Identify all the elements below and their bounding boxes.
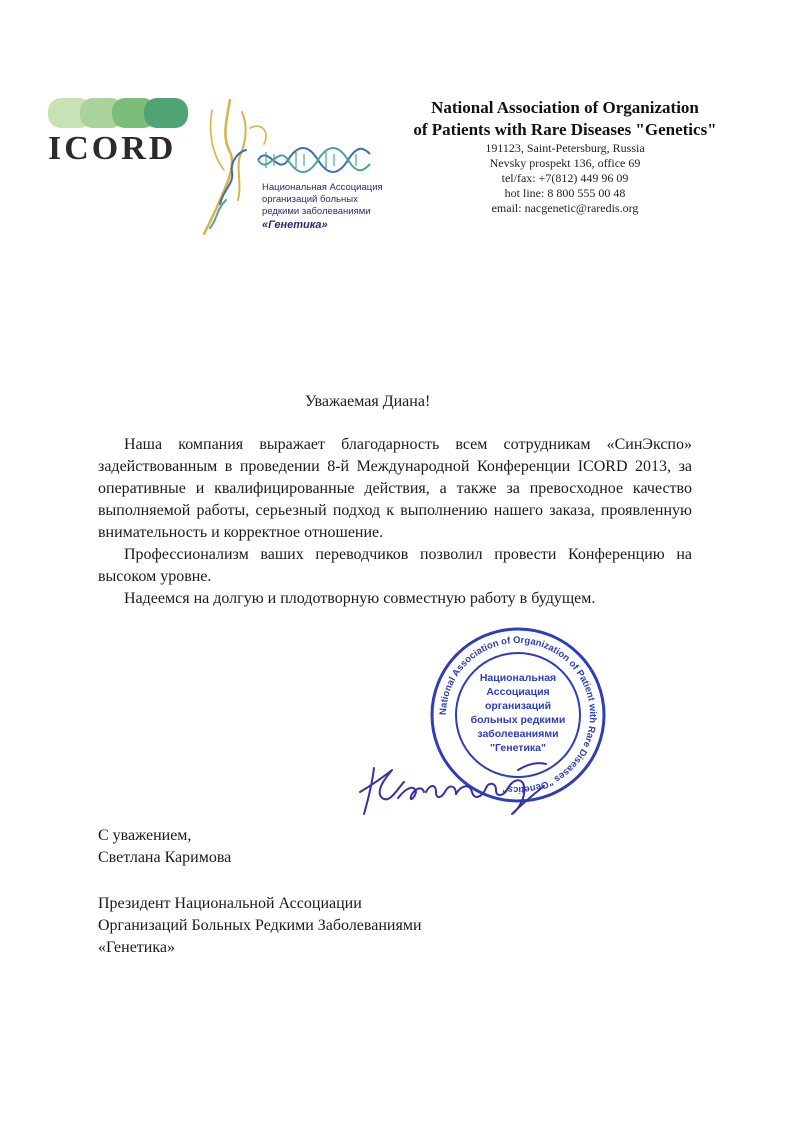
org-name-line: Национальная Ассоциация bbox=[262, 182, 383, 193]
signatory-title bbox=[98, 893, 422, 959]
logo-pills bbox=[48, 98, 188, 128]
signatory-title-line: «Генетика» bbox=[98, 939, 175, 956]
body-paragraph: Надеемся на долгую и плодотворную совместную работу в будущем. bbox=[124, 590, 596, 607]
header-email: email: nacgenetic@raredis.org bbox=[491, 201, 639, 215]
signatory-name: Светлана Каримова bbox=[98, 849, 232, 866]
stamp-center-line: Ассоциация bbox=[486, 686, 550, 698]
icord-logo bbox=[48, 98, 188, 168]
figure-icon bbox=[204, 100, 266, 234]
signature-stroke bbox=[398, 788, 424, 799]
logo-text: ICORD bbox=[48, 130, 177, 167]
dna-strand bbox=[258, 148, 370, 172]
figure-outline bbox=[238, 112, 246, 200]
stamp-center-line: "Генетика" bbox=[490, 742, 546, 754]
dna-strand bbox=[258, 148, 370, 172]
signature-stroke bbox=[360, 770, 404, 799]
letter-body bbox=[98, 434, 692, 610]
header-street: Nevsky prospekt 136, office 69 bbox=[489, 156, 641, 170]
header-telfax: tel/fax: +7(812) 449 96 09 bbox=[501, 171, 629, 185]
stamp-center-line: заболеваниями bbox=[477, 728, 559, 740]
signature-stroke bbox=[426, 786, 456, 797]
org-name-line: редкими заболеваниями bbox=[262, 206, 371, 217]
body-paragraph: Профессионализм ваших переводчиков позволил провести Конференцию на высоком уровне. bbox=[98, 546, 692, 585]
logo-pill bbox=[144, 98, 188, 128]
header-address: 191123, Saint-Petersburg, Russia bbox=[485, 141, 645, 155]
dna-rungs bbox=[266, 152, 356, 168]
signatory-title-line: Организаций Больных Редкими Заболеваниями bbox=[98, 917, 422, 934]
letterhead-header bbox=[380, 97, 750, 216]
signature-stroke bbox=[508, 780, 544, 814]
stamp-center-line: больных редкими bbox=[470, 714, 566, 726]
figure-wing bbox=[250, 126, 266, 144]
handwritten-signature bbox=[352, 748, 552, 828]
dna-helix-icon bbox=[258, 148, 370, 172]
salutation: Уважаемая Диана! bbox=[305, 393, 431, 410]
body-paragraph: Наша компания выражает благодарность всем сотрудникам «СинЭкспо» задействованным в проведении 8-й Международной Конференции ICORD 2013, за оперативные и квалифицированные действия, а также за превосходное качество выполняемой работы, серьезный подход к выполнению нашего заказа, проявленную внимательность и корректное отношение. bbox=[98, 436, 692, 541]
header-title-line: of Patients with Rare Diseases "Genetics" bbox=[413, 120, 717, 139]
stamp-center-line: организаций bbox=[484, 700, 552, 712]
org-name-line: организаций больных bbox=[262, 194, 358, 205]
figure-wing bbox=[211, 110, 225, 170]
org-name-short: «Генетика» bbox=[262, 219, 328, 231]
emblem-org-name bbox=[262, 182, 392, 231]
signature-stroke bbox=[518, 763, 546, 770]
signature-stroke bbox=[456, 784, 508, 797]
closing-regards: С уважением, bbox=[98, 827, 192, 844]
closing-block bbox=[98, 825, 231, 869]
header-title-line: National Association of Organization bbox=[431, 98, 699, 117]
header-hotline: hot line: 8 800 555 00 48 bbox=[504, 186, 626, 200]
stamp-ring-textpath: National Association of Organization of Patient with Rare Diseases "Genetics" bbox=[437, 634, 599, 796]
signature-stroke bbox=[364, 768, 374, 814]
stamp-center-line: Национальная bbox=[479, 672, 557, 684]
signatory-title-line: Президент Национальной Ассоциации bbox=[98, 895, 362, 912]
